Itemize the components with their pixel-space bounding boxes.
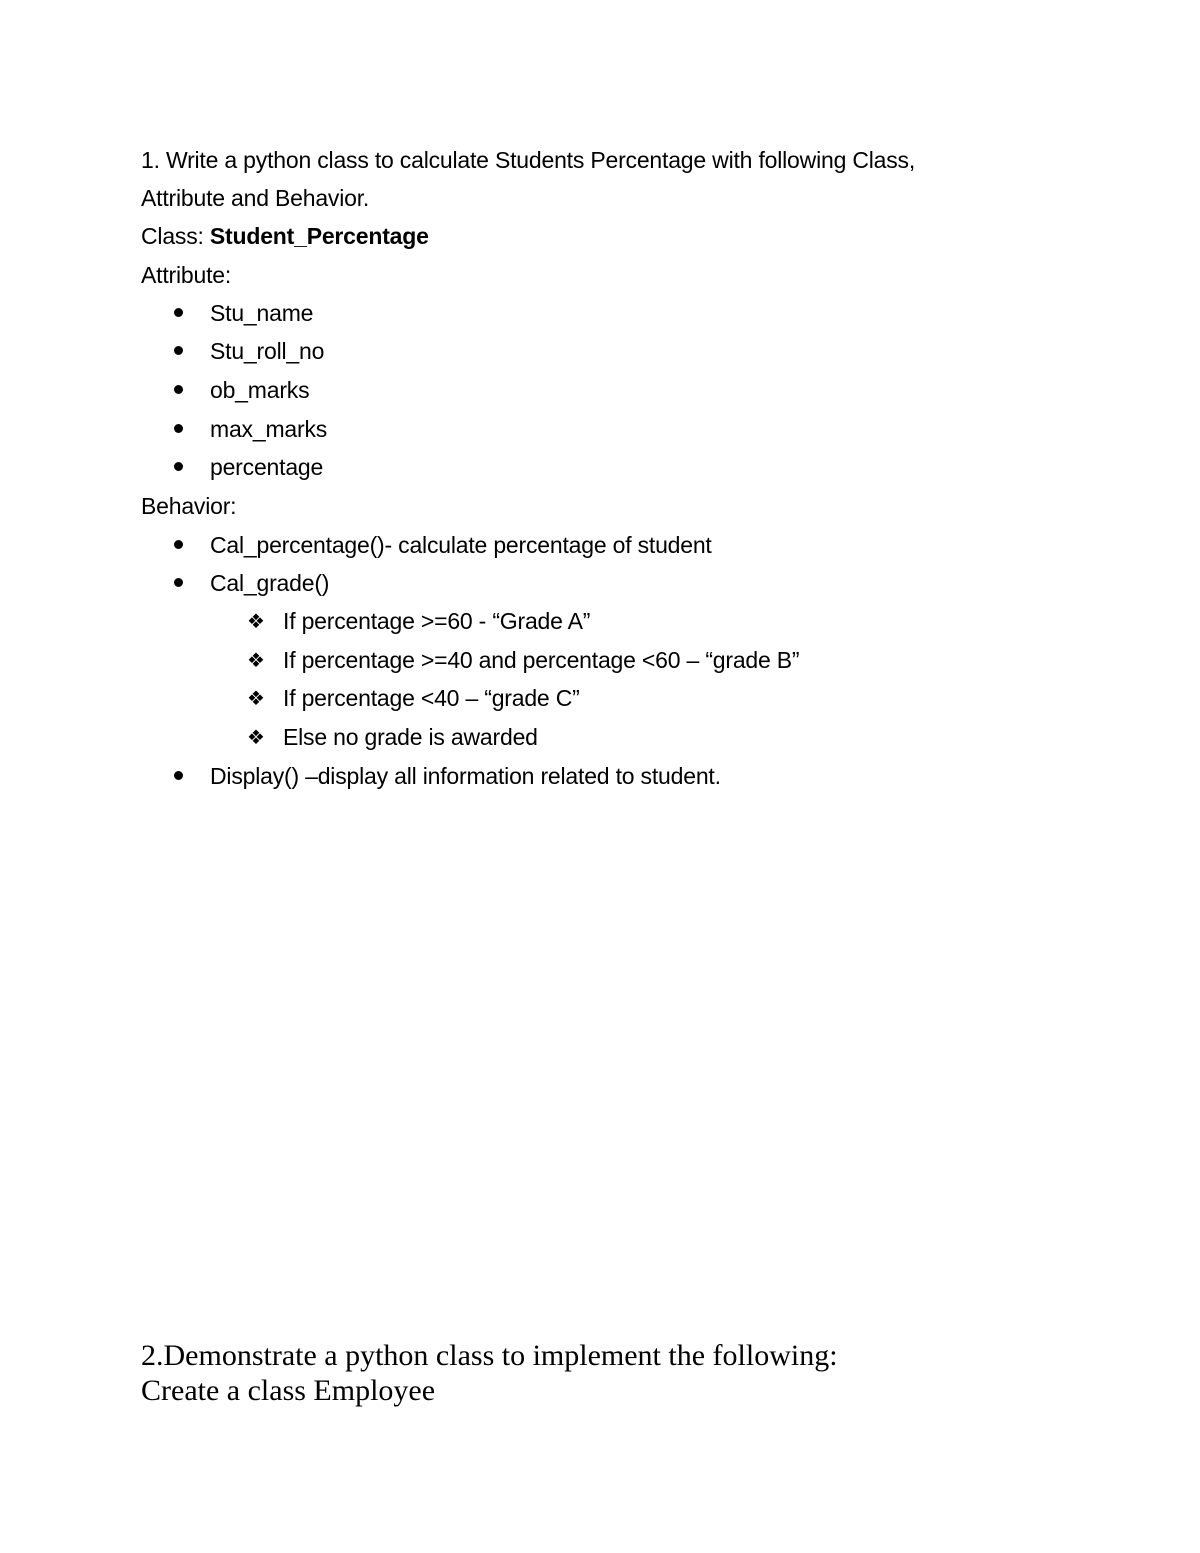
bullet-icon bbox=[174, 578, 183, 587]
attribute-item bbox=[174, 336, 324, 366]
display-behavior-label: Display() –display all information related to student. bbox=[210, 763, 721, 789]
bullet-icon bbox=[174, 771, 183, 780]
behavior-item bbox=[174, 568, 329, 598]
diamond-bullet-icon: ❖ bbox=[247, 650, 265, 672]
attribute-label: Stu_name bbox=[210, 300, 314, 326]
attribute-item bbox=[174, 452, 323, 482]
diamond-bullet-icon: ❖ bbox=[247, 727, 265, 749]
bullet-icon bbox=[174, 308, 183, 317]
attribute-label: ob_marks bbox=[210, 377, 310, 403]
q2-line-2: Create a class Employee bbox=[141, 1374, 436, 1407]
attribute-item bbox=[174, 375, 309, 405]
attribute-item bbox=[174, 298, 313, 328]
bullet-icon bbox=[174, 424, 183, 433]
attribute-heading: Attribute: bbox=[141, 262, 232, 288]
behavior-heading: Behavior: bbox=[141, 493, 237, 519]
diamond-bullet-icon: ❖ bbox=[247, 688, 265, 710]
grade-rule-item bbox=[247, 606, 590, 638]
grade-rule-label: If percentage >=40 and percentage <60 – “grade B” bbox=[283, 647, 800, 673]
diamond-bullet-icon: ❖ bbox=[247, 611, 265, 633]
class-line bbox=[141, 221, 429, 251]
class-name: Student_Percentage bbox=[209, 223, 429, 249]
bullet-icon bbox=[174, 540, 183, 549]
behavior-label: Cal_percentage()- calculate percentage of student bbox=[210, 532, 712, 558]
q2-line-1: 2.Demonstrate a python class to implement the following: bbox=[141, 1339, 838, 1372]
attribute-item bbox=[174, 414, 327, 444]
grade-rule-label: If percentage >=60 - “Grade A” bbox=[283, 608, 591, 634]
grade-rule-item bbox=[247, 645, 799, 677]
bullet-icon bbox=[174, 385, 183, 394]
behavior-item bbox=[174, 761, 721, 791]
attribute-label: Stu_roll_no bbox=[210, 338, 325, 364]
q1-line-1: 1. Write a python class to calculate Students Percentage with following Class, bbox=[141, 147, 916, 173]
attribute-label: max_marks bbox=[210, 416, 328, 442]
grade-rule-label: If percentage <40 – “grade C” bbox=[283, 685, 580, 711]
q1-line-2: Attribute and Behavior. bbox=[141, 185, 370, 211]
bullet-icon bbox=[174, 462, 183, 471]
grade-rule-item bbox=[247, 683, 580, 715]
grade-rule-label: Else no grade is awarded bbox=[283, 724, 538, 750]
grade-rule-item bbox=[247, 722, 538, 754]
class-label: Class: bbox=[141, 223, 210, 249]
attribute-label: percentage bbox=[210, 454, 324, 480]
behavior-item bbox=[174, 530, 712, 560]
behavior-label: Cal_grade() bbox=[210, 570, 330, 596]
bullet-icon bbox=[174, 346, 183, 355]
